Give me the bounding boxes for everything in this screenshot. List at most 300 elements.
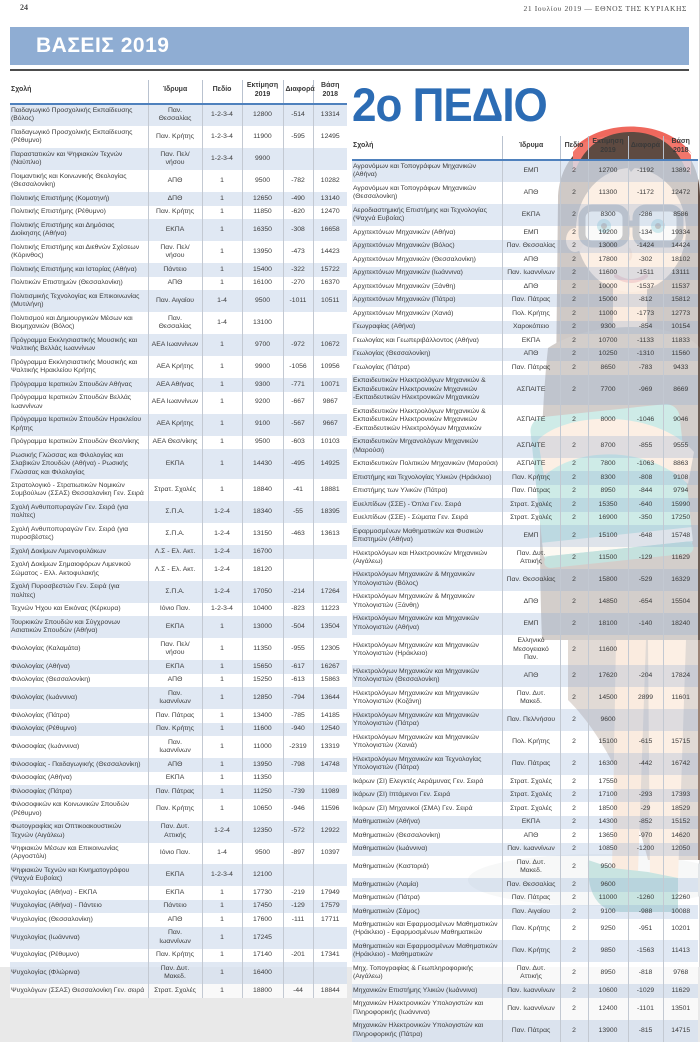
base-2018-cell: 15990 <box>663 498 698 511</box>
diff-cell: -812 <box>628 294 663 307</box>
institution-cell: ΕΚΠΑ <box>148 864 202 886</box>
estimate-2019-cell: 9500 <box>242 436 283 449</box>
col-header-institution: Ίδρυμα <box>148 80 202 104</box>
base-2018-cell: 15812 <box>663 294 698 307</box>
diff-cell: -615 <box>628 731 663 753</box>
diff-cell: -55 <box>283 501 313 523</box>
base-2018-cell: 17579 <box>313 900 347 913</box>
field-cell: 1-2-3-4 <box>202 864 242 886</box>
table-row <box>352 405 698 435</box>
base-2018-cell <box>313 864 347 886</box>
base-2018-cell: 15152 <box>663 816 698 829</box>
diff-cell: -808 <box>628 471 663 484</box>
school-cell: Φωτογραφίας και Οπτικοακουστικών Τεχνών (Αιγάλεω) <box>10 821 148 843</box>
field-cell: 2 <box>560 348 588 361</box>
estimate-2019-cell: 17245 <box>242 927 283 949</box>
institution-cell: Παν. Κρήτης <box>148 206 202 219</box>
estimate-2019-cell: 16300 <box>588 753 628 775</box>
diff-cell: -129 <box>628 547 663 569</box>
diff-cell: -111 <box>283 913 313 926</box>
estimate-2019-cell: 9100 <box>242 414 283 436</box>
base-2018-cell: 14715 <box>663 1020 698 1042</box>
estimate-2019-cell: 12650 <box>242 192 283 205</box>
table-row <box>10 436 347 449</box>
school-cell: Αγρονόμων και Τοπογράφων Μηχανικών (Αθήνα) <box>352 160 502 183</box>
school-cell: Πολιτικής Επιστήμης και Διεθνών Σχέσεων (Κόρινθος) <box>10 241 148 263</box>
estimate-2019-cell: 9500 <box>242 170 283 192</box>
institution-cell: ΑΠΘ <box>148 758 202 771</box>
table-row <box>352 591 698 613</box>
base-2018-cell <box>663 635 698 665</box>
school-cell: Αρχιτεκτόνων Μηχανικών (Αθήνα) <box>352 226 502 239</box>
school-cell: Ικάρων (ΣΙ) Ιπτάμενοι Γεν. Σειρά <box>352 789 502 802</box>
estimate-2019-cell: 13400 <box>242 709 283 722</box>
field-cell: 1 <box>202 900 242 913</box>
table-row <box>352 998 698 1020</box>
field-cell: 1-2-3-4 <box>202 104 242 127</box>
institution-cell: Παν. Δυτ. Αττικής <box>148 821 202 843</box>
diff-cell: -2319 <box>283 736 313 758</box>
field-cell: 1 <box>202 674 242 687</box>
institution-cell: ΕΜΠ <box>502 613 560 635</box>
col-header-estimate: Εκτίμηση 2019 <box>242 80 283 104</box>
institution-cell: ΔΠΘ <box>502 280 560 293</box>
field-cell: 1 <box>202 479 242 501</box>
school-cell: Μηχ. Τοπογραφίας & Γεωπληροφορικής (Αιγάλεω) <box>352 962 502 984</box>
base-2018-cell: 10154 <box>663 321 698 334</box>
field-cell: 2 <box>560 471 588 484</box>
institution-cell: ΕΚΠΑ <box>148 660 202 673</box>
base-2018-cell: 13613 <box>313 523 347 545</box>
table-row <box>352 267 698 280</box>
estimate-2019-cell: 8300 <box>588 204 628 226</box>
institution-cell: Λ.Σ - Ελ. Ακτ. <box>148 545 202 558</box>
col-header-field: Πεδίο <box>202 80 242 104</box>
diff-cell: -815 <box>628 1020 663 1042</box>
diff-cell: -648 <box>628 525 663 547</box>
base-2018-cell: 12540 <box>313 723 347 736</box>
diff-cell: -219 <box>283 886 313 899</box>
school-cell: Φιλολογίας (Θεσσαλονίκη) <box>10 674 148 687</box>
diff-cell: -201 <box>283 949 313 962</box>
school-cell: Φιλοσοφίας (Πάτρα) <box>10 785 148 798</box>
table-row <box>352 984 698 997</box>
field-cell: 2 <box>560 253 588 266</box>
school-cell: Πολιτικής Επιστήμης και Δημόσιας Διοίκησης (Αθήνα) <box>10 219 148 241</box>
estimate-2019-cell: 11500 <box>588 547 628 569</box>
base-2018-cell: 14424 <box>663 240 698 253</box>
institution-cell: ΕΚΠΑ <box>502 334 560 347</box>
field-cell: 2 <box>560 731 588 753</box>
table-row <box>10 126 347 148</box>
school-cell: Πολιτισμικής Τεχνολογίας και Επικοινωνίας (Μυτιλήνη) <box>10 290 148 312</box>
table-body <box>352 160 698 1042</box>
school-cell: Ηλεκτρολόγων Μηχανικών και Μηχανικών Υπολογιστών (Θεσσαλονίκη) <box>352 665 502 687</box>
table-row <box>10 927 347 949</box>
field-cell: 1 <box>202 241 242 263</box>
school-cell: Ψηφιακών Τεχνών και Κινηματογράφου (Ψαχνά Ευβοίας) <box>10 864 148 886</box>
school-cell: Ψηφιακών Μέσων και Επικοινωνίας (Αργοστόλι) <box>10 843 148 865</box>
field-cell: 2 <box>560 892 588 905</box>
school-cell: Αρχιτεκτόνων Μηχανικών (Ιωάννινα) <box>352 267 502 280</box>
table-row <box>352 731 698 753</box>
institution-cell: Παν. Πάτρας <box>148 709 202 722</box>
institution-cell: Παν. Κρήτης <box>148 126 202 148</box>
school-cell: Ποιμαντικής και Κοινωνικής Θεολογίας (Θεσσαλονίκη) <box>10 170 148 192</box>
institution-cell: Παν. Δυτ. Αττικής <box>502 547 560 569</box>
base-2018-cell: 15715 <box>663 731 698 753</box>
estimate-2019-cell: 13950 <box>242 241 283 263</box>
field-cell: 1-2-4 <box>202 501 242 523</box>
table-row <box>10 723 347 736</box>
institution-cell: ΑΠΘ <box>148 674 202 687</box>
field-cell: 2 <box>560 940 588 962</box>
institution-cell: Παν. Κρήτης <box>148 949 202 962</box>
table-row <box>10 900 347 913</box>
table-row <box>352 753 698 775</box>
institution-cell: Παν. Πάτρας <box>502 892 560 905</box>
estimate-2019-cell: 17550 <box>588 775 628 788</box>
estimate-2019-cell: 11350 <box>242 772 283 785</box>
banner-title: ΒΑΣΕΙΣ 2019 <box>36 34 170 57</box>
institution-cell: Παν. Πελ/νήσου <box>148 638 202 660</box>
base-2018-cell: 12773 <box>663 307 698 320</box>
estimate-2019-cell: 15250 <box>242 674 283 687</box>
institution-cell: Παν. Ιωαννίνων <box>502 267 560 280</box>
school-cell: Ψυχολογίας (Ιωάννινα) <box>10 927 148 949</box>
base-2018-cell: 18844 <box>313 984 347 997</box>
field-cell: 1 <box>202 449 242 479</box>
diff-cell: -940 <box>283 723 313 736</box>
diff-cell: -1192 <box>628 160 663 183</box>
estimate-2019-cell: 7700 <box>588 375 628 405</box>
table-body <box>10 104 347 998</box>
school-cell: Μηχανικών Επιστήμης Υλικών (Ιωάννινα) <box>352 984 502 997</box>
field-cell: 2 <box>560 294 588 307</box>
school-cell: Πρόγραμμα Ιερατικών Σπουδών Ηρακλείου Κρήτης <box>10 414 148 436</box>
estimate-2019-cell: 17600 <box>242 913 283 926</box>
estimate-2019-cell: 16900 <box>588 512 628 525</box>
diff-cell: -293 <box>628 789 663 802</box>
table-row <box>352 802 698 815</box>
base-2018-cell <box>313 312 347 334</box>
table-row <box>10 581 347 603</box>
diff-cell: -667 <box>283 392 313 414</box>
page-number: 24 <box>20 3 28 12</box>
estimate-2019-cell: 12700 <box>588 160 628 183</box>
base-2018-cell <box>313 927 347 949</box>
field-cell: 1 <box>202 170 242 192</box>
table-row <box>10 758 347 771</box>
estimate-2019-cell: 9500 <box>242 290 283 312</box>
estimate-2019-cell: 10850 <box>588 843 628 856</box>
table-row <box>352 687 698 709</box>
base-2018-cell: 18529 <box>663 802 698 815</box>
diff-cell: -302 <box>628 253 663 266</box>
table-row <box>10 312 347 334</box>
school-cell: Παιδαγωγικό Προσχολικής Εκπαίδευσης (Βόλος) <box>10 104 148 127</box>
field-cell: 2 <box>560 204 588 226</box>
base-2018-cell: 14925 <box>313 449 347 479</box>
field-cell: 2 <box>560 569 588 591</box>
estimate-2019-cell: 8000 <box>588 405 628 435</box>
diff-cell: -442 <box>628 753 663 775</box>
table-row <box>10 501 347 523</box>
base-2018-cell <box>313 772 347 785</box>
school-cell: Ψυχολογίας (Φλώρινα) <box>10 962 148 984</box>
field-cell: 1 <box>202 736 242 758</box>
estimate-2019-cell: 17450 <box>242 900 283 913</box>
table-row <box>10 660 347 673</box>
table-row <box>352 458 698 471</box>
institution-cell: ΑΕΑ Κρήτης <box>148 414 202 436</box>
table-row <box>10 603 347 616</box>
institution-cell: ΑΠΘ <box>502 182 560 204</box>
table-row <box>352 709 698 731</box>
school-cell: Ηλεκτρολόγων Μηχανικών και Μηχανικών Υπολογιστών (Κοζάνη) <box>352 687 502 709</box>
estimate-2019-cell: 8700 <box>588 436 628 458</box>
table-row <box>352 280 698 293</box>
table-header <box>352 136 698 160</box>
estimate-2019-cell: 15650 <box>242 660 283 673</box>
col-header-school: Σχολή <box>352 136 502 160</box>
estimate-2019-cell: 17620 <box>588 665 628 687</box>
school-cell: Σχολή Ανθυποπυραγών Γεν. Σειρά (για πολίτες) <box>10 501 148 523</box>
field-cell: 1 <box>202 723 242 736</box>
table-row <box>10 962 347 984</box>
institution-cell: Παν. Ιωαννίνων <box>502 843 560 856</box>
estimate-2019-cell: 9300 <box>242 378 283 391</box>
diff-cell: -794 <box>283 687 313 709</box>
estimate-2019-cell: 15000 <box>588 294 628 307</box>
base-2018-cell: 10071 <box>313 378 347 391</box>
field-cell: 1 <box>202 785 242 798</box>
base-2018-cell: 10201 <box>663 919 698 941</box>
field-cell: 1 <box>202 660 242 673</box>
table-row <box>10 821 347 843</box>
school-cell: Μαθηματικών (Λαμία) <box>352 878 502 891</box>
estimate-2019-cell: 10400 <box>242 603 283 616</box>
table-row <box>10 736 347 758</box>
banner-rule <box>10 69 689 71</box>
school-cell: Ψυχολογίας (Ρέθυμνο) <box>10 949 148 962</box>
estimate-2019-cell: 13950 <box>242 758 283 771</box>
col-header-diff: Διαφορά <box>628 136 663 160</box>
diff-cell: -1511 <box>628 267 663 280</box>
school-cell: Φιλοσοφίας (Ιωάννινα) <box>10 736 148 758</box>
institution-cell: Παν. Ιωαννίνων <box>148 687 202 709</box>
institution-cell: Στρατ. Σχολές <box>502 789 560 802</box>
base-2018-cell: 11560 <box>663 348 698 361</box>
school-cell: Ηλεκτρολόγων Μηχανικών και Μηχανικών Υπολογιστών (Πάτρα) <box>352 709 502 731</box>
table-row <box>352 361 698 374</box>
diff-cell: -1046 <box>628 405 663 435</box>
table-row <box>352 878 698 891</box>
base-2018-cell: 10282 <box>313 170 347 192</box>
estimate-2019-cell: 11250 <box>242 785 283 798</box>
col-header-estimate: Εκτίμηση 2019 <box>588 136 628 160</box>
table-row <box>352 512 698 525</box>
field-cell: 1 <box>202 414 242 436</box>
table-row <box>352 471 698 484</box>
school-cell: Πολιτικής Επιστήμης (Κομοτηνή) <box>10 192 148 205</box>
diff-cell: -844 <box>628 485 663 498</box>
table-row <box>352 525 698 547</box>
table-row <box>10 277 347 290</box>
table-row <box>352 1020 698 1042</box>
estimate-2019-cell: 17140 <box>242 949 283 962</box>
field-cell: 2 <box>560 775 588 788</box>
estimate-2019-cell: 12400 <box>588 998 628 1020</box>
diff-cell: -798 <box>283 758 313 771</box>
field-cell: 1-2-3-4 <box>202 148 242 170</box>
base-2018-cell: 10956 <box>313 356 347 378</box>
field-cell: 1-4 <box>202 843 242 865</box>
school-cell: Γεωλογίας (Θεσσαλονίκη) <box>352 348 502 361</box>
field-cell: 2 <box>560 405 588 435</box>
estimate-2019-cell: 13150 <box>242 523 283 545</box>
school-cell: Ηλεκτρολόγων Μηχανικών και Τεχνολογίας Υπολογιστών (Πάτρα) <box>352 753 502 775</box>
field-cell: 2 <box>560 878 588 891</box>
institution-cell: Παν. Αιγαίου <box>502 905 560 918</box>
diff-cell: -1537 <box>628 280 663 293</box>
institution-cell: ΕΚΠΑ <box>148 219 202 241</box>
base-2018-cell: 15748 <box>663 525 698 547</box>
school-cell: Εκπαιδευτικών Πολιτικών Μηχανικών (Μαρούσι) <box>352 458 502 471</box>
institution-cell: ΑΣΠΑΙΤΕ <box>502 405 560 435</box>
estimate-2019-cell: 15350 <box>588 498 628 511</box>
table-row <box>10 104 347 127</box>
diff-cell: -572 <box>283 821 313 843</box>
school-cell: Σχολή Ανθυποπυραγών Γεν. Σειρά (για πυροσβέστες) <box>10 523 148 545</box>
estimate-2019-cell: 10650 <box>242 799 283 821</box>
base-2018-cell: 13314 <box>313 104 347 127</box>
diff-cell: -1056 <box>283 356 313 378</box>
diff-cell <box>628 775 663 788</box>
table-row <box>10 219 347 241</box>
school-cell: Αγρονόμων και Τοπογράφων Μηχανικών (Θεσσαλονίκη) <box>352 182 502 204</box>
table-row <box>10 799 347 821</box>
estimate-2019-cell: 8650 <box>588 361 628 374</box>
diff-cell: -214 <box>283 581 313 603</box>
field-cell: 1-2-4 <box>202 545 242 558</box>
diff-cell: -129 <box>283 900 313 913</box>
diff-cell: -946 <box>283 799 313 821</box>
school-cell: Πολιτικής Επιστήμης και Ιστορίας (Αθήνα) <box>10 263 148 276</box>
estimate-2019-cell: 14850 <box>588 591 628 613</box>
diff-cell: -514 <box>283 104 313 127</box>
institution-cell: Παν. Ιωαννίνων <box>148 927 202 949</box>
school-cell: Πρόγραμμα Ιερατικών Σπουδών Βελλάς Ιωαννίνων <box>10 392 148 414</box>
institution-cell: ΑΣΠΑΙΤΕ <box>502 436 560 458</box>
diff-cell: -44 <box>283 984 313 997</box>
base-2018-cell: 9667 <box>313 414 347 436</box>
estimate-2019-cell: 8950 <box>588 485 628 498</box>
institution-cell: ΔΠΘ <box>148 192 202 205</box>
base-2018-cell: 13140 <box>313 192 347 205</box>
estimate-2019-cell: 9700 <box>242 334 283 356</box>
school-cell: Πρόγραμμα Εκκλησιαστικής Μουσικής και Ψαλτικής Ηρακλείου Κρήτης <box>10 356 148 378</box>
base-2018-cell: 11629 <box>663 547 698 569</box>
table-row <box>352 635 698 665</box>
estimate-2019-cell: 9900 <box>242 148 283 170</box>
institution-cell: ΕΚΠΑ <box>502 816 560 829</box>
field-cell: 1 <box>202 799 242 821</box>
estimate-2019-cell: 11300 <box>588 182 628 204</box>
school-cell: Στρατολογικό - Στρατιωτικών Νομικών Συμβούλων (ΣΣΑΣ) Θεσσαλονίκη Γεν. Σειρά <box>10 479 148 501</box>
diff-cell: -1773 <box>628 307 663 320</box>
base-2018-cell: 10088 <box>663 905 698 918</box>
col-header-diff: Διαφορά <box>283 80 313 104</box>
field-cell: 2 <box>560 635 588 665</box>
field-cell: 2 <box>560 984 588 997</box>
diff-cell: -852 <box>628 816 663 829</box>
institution-cell: Λ.Σ - Ελ. Ακτ. <box>148 559 202 581</box>
diff-cell: -603 <box>283 436 313 449</box>
institution-cell: Πολ. Κρήτης <box>502 307 560 320</box>
estimate-2019-cell: 11600 <box>242 723 283 736</box>
field-cell: 2 <box>560 665 588 687</box>
diff-cell: -567 <box>283 414 313 436</box>
table-row <box>352 789 698 802</box>
school-cell: Εκπαιδευτικών Μηχανολόγων Μηχανικών (Μαρούσι) <box>352 436 502 458</box>
table-row <box>10 414 347 436</box>
field-cell: 1 <box>202 962 242 984</box>
field-cell: 2 <box>560 709 588 731</box>
school-cell: Πρόγραμμα Εκκλησιαστικής Μουσικής και Ψαλτικής Βελλάς Ιωαννίνων <box>10 334 148 356</box>
institution-cell: ΕΚΠΑ <box>148 449 202 479</box>
table-row <box>10 378 347 391</box>
table-row <box>10 843 347 865</box>
base-2018-cell: 12050 <box>663 843 698 856</box>
field-cell: 2 <box>560 843 588 856</box>
col-header-base: Βάση 2018 <box>663 136 698 160</box>
school-cell: Ηλεκτρολόγων Μηχανικών & Μηχανικών Υπολογιστών (Ξάνθη) <box>352 591 502 613</box>
table-row <box>352 375 698 405</box>
diff-cell <box>628 635 663 665</box>
diff-cell: -988 <box>628 905 663 918</box>
school-cell: Ηλεκτρολόγων Μηχανικών και Μηχανικών Υπολογιστών (Ηράκλειο) <box>352 635 502 665</box>
institution-cell: ΑΠΘ <box>148 170 202 192</box>
estimate-2019-cell: 10000 <box>588 280 628 293</box>
base-2018-cell <box>663 775 698 788</box>
base-2018-cell: 11537 <box>663 280 698 293</box>
field-cell: 2 <box>560 334 588 347</box>
table-row <box>10 864 347 886</box>
field-cell: 1-2-3-4 <box>202 603 242 616</box>
base-2018-cell: 18395 <box>313 501 347 523</box>
institution-cell: Σ.Π.Α. <box>148 501 202 523</box>
table-row <box>352 253 698 266</box>
school-cell: Μαθηματικών (Ιωάννινα) <box>352 843 502 856</box>
base-2018-cell: 10672 <box>313 334 347 356</box>
table-row <box>352 829 698 842</box>
base-2018-cell <box>663 709 698 731</box>
field-cell: 1 <box>202 192 242 205</box>
table-row <box>352 182 698 204</box>
institution-cell: Στρατ. Σχολές <box>502 775 560 788</box>
diff-cell: -529 <box>628 569 663 591</box>
school-cell: Μαθηματικών (Πάτρα) <box>352 892 502 905</box>
diff-cell: -951 <box>628 919 663 941</box>
table-row <box>352 905 698 918</box>
school-cell: Ψυχολογίας (Αθήνα) - Πάντειο <box>10 900 148 913</box>
estimate-2019-cell: 9300 <box>588 321 628 334</box>
institution-cell: ΕΚΠΑ <box>148 616 202 638</box>
school-cell: Σχολή Δοκίμων Σημαιοφόρων Λιμενικού Σώματος - Ελλ. Ακτοφυλακής <box>10 559 148 581</box>
field-cell: 1 <box>202 378 242 391</box>
school-cell: Πολιτικών Επιστημών (Θεσσαλονίκη) <box>10 277 148 290</box>
